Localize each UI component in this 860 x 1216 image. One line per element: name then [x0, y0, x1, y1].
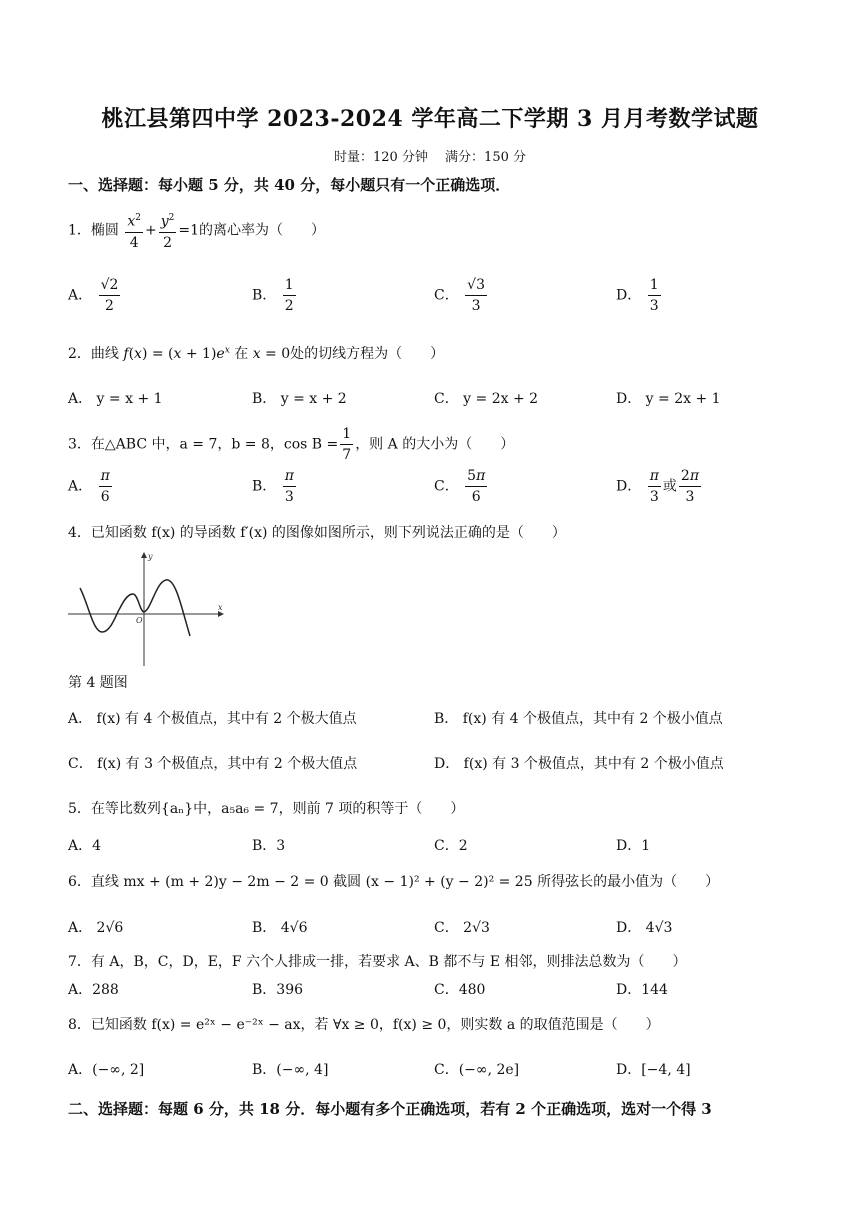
q5-option-b[interactable]: B．3: [252, 838, 286, 854]
question-7: 7．有 A，B，C，D，E，F 六个人排成一排，若要求 A、B 都不与 E 相邻，则排法总数为（ ）: [68, 954, 687, 970]
q1-option-b[interactable]: B． $\frac{1}{2}$: [252, 277, 294, 314]
q4-option-d[interactable]: D． f(x) 有 3 个极值点，其中有 2 个极小值点: [434, 756, 724, 772]
figure-caption: 第 4 题图: [68, 675, 128, 691]
q5-option-c[interactable]: C．2: [434, 838, 468, 854]
derivative-curve: [80, 580, 190, 636]
q1-option-d[interactable]: D． $\frac{1}{3}$: [616, 277, 659, 314]
q3-option-d[interactable]: D． $\frac{\pi}{3}$ 或 $\frac{2\pi}{3}$: [616, 468, 700, 505]
q7-option-c[interactable]: C．480: [434, 982, 486, 998]
q6-option-d[interactable]: D． 4√3: [616, 920, 673, 936]
q2-option-a[interactable]: A． y = x + 1: [68, 391, 163, 407]
section-heading-1: 一、选择题：每小题 5 分，共 40 分，每小题只有一个正确选项．: [68, 176, 511, 194]
q6-option-b[interactable]: B． 4√6: [252, 920, 308, 936]
q8-option-a[interactable]: A．(−∞, 2]: [68, 1062, 145, 1078]
x-axis-label: x: [218, 603, 223, 612]
question-6: 6．直线 mx + (m + 2)y − 2m − 2 = 0 截圆 (x − 1)² + (y − 2)² = 25 所得弦长的最小值为（ ）: [68, 874, 720, 890]
q6-option-c[interactable]: C． 2√3: [434, 920, 490, 936]
origin-label: O: [136, 616, 143, 625]
question-5: 5．在等比数列{aₙ}中，a₅a₆ = 7，则前 7 项的积等于（ ）: [68, 801, 465, 817]
q4-option-a[interactable]: A． f(x) 有 4 个极值点，其中有 2 个极大值点: [68, 711, 357, 727]
q7-option-d[interactable]: D．144: [616, 982, 668, 998]
q3-option-c[interactable]: C． $\frac{5\pi}{6}$: [434, 468, 486, 505]
q3-option-a[interactable]: A． $\frac{\pi}{6}$: [68, 468, 110, 505]
fraction-x2-over-4: $\frac{x^2}{4}$: [125, 208, 143, 253]
question-3: 3．在△ABC 中，a = 7，b = 8，cos B = $\frac{1}{7}$ ，则 A 的大小为（ ）: [68, 426, 515, 463]
q4-option-b[interactable]: B． f(x) 有 4 个极值点，其中有 2 个极小值点: [434, 711, 723, 727]
question-1: 1．椭圆 $\frac{x^2}{4}$ + $\frac{y^2}{2}$ =1的离心率为（ ）: [68, 208, 325, 253]
q5-option-a[interactable]: A．4: [68, 838, 102, 854]
q3-option-b[interactable]: B． $\frac{\pi}{3}$: [252, 468, 294, 505]
q4-option-c[interactable]: C． f(x) 有 3 个极值点，其中有 2 个极大值点: [68, 756, 358, 772]
q6-option-a[interactable]: A． 2√6: [68, 920, 124, 936]
q8-option-c[interactable]: C．(−∞, 2e]: [434, 1062, 520, 1078]
q1-option-a[interactable]: A． $\frac{√2}{2}$: [68, 277, 119, 314]
y-axis-label: y: [148, 552, 153, 561]
exam-info: 时量：120 分钟 满分：150 分: [333, 150, 527, 165]
q8-option-b[interactable]: B．(−∞, 4]: [252, 1062, 329, 1078]
q8-option-d[interactable]: D．[−4, 4]: [616, 1062, 691, 1078]
question-4: 4．已知函数 f(x) 的导函数 f′(x) 的图像如图所示，则下列说法正确的是（ ）: [68, 525, 566, 541]
question-2: 2．曲线 $f(x) = (x + 1)e^x$ 在 x = 0处的切线方程为（ ）: [68, 345, 445, 362]
q7-option-a[interactable]: A．288: [68, 982, 119, 998]
y-axis-arrow: [141, 552, 147, 558]
question-8: 8．已知函数 f(x) = e²ˣ − e⁻²ˣ − ax，若 ∀x ≥ 0，f(x) ≥ 0，则实数 a 的取值范围是（ ）: [68, 1017, 660, 1033]
page-title: 桃江县第四中学 2023-2024 学年高二下学期 3 月月考数学试题: [101, 106, 759, 132]
q2-option-d[interactable]: D． y = 2x + 1: [616, 391, 721, 407]
derivative-graph: [66, 548, 226, 670]
q5-option-d[interactable]: D．1: [616, 838, 651, 854]
section-heading-2: 二、选择题：每题 6 分，共 18 分．每小题有多个正确选项，若有 2 个正确选项，选对一个得 3: [68, 1100, 712, 1118]
q1-option-c[interactable]: C． $\frac{√3}{3}$: [434, 277, 485, 314]
q7-option-b[interactable]: B．396: [252, 982, 304, 998]
q2-option-c[interactable]: C． y = 2x + 2: [434, 391, 539, 407]
fraction-y2-over-2: $\frac{y^2}{2}$: [159, 208, 177, 253]
q2-option-b[interactable]: B． y = x + 2: [252, 391, 347, 407]
